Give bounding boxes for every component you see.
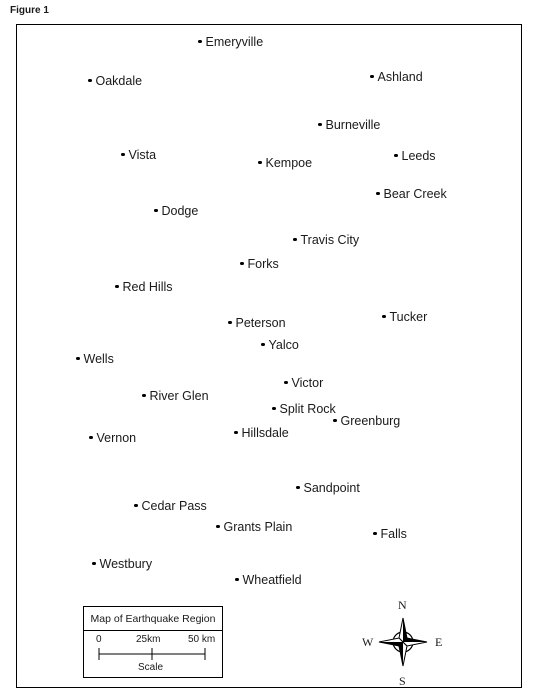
town-marker-dot bbox=[121, 153, 125, 157]
town-marker-dot bbox=[296, 486, 300, 490]
compass-rose bbox=[356, 598, 446, 690]
town-name: Falls bbox=[380, 527, 407, 541]
town-marker-dot bbox=[88, 79, 92, 83]
town-label bbox=[284, 376, 323, 390]
town-label bbox=[76, 352, 114, 366]
town-label bbox=[142, 389, 209, 403]
town-marker-dot bbox=[376, 192, 380, 196]
town-name: Yalco bbox=[268, 338, 299, 352]
town-name: Sandpoint bbox=[303, 481, 360, 495]
town-marker-dot bbox=[272, 407, 276, 411]
town-marker-dot bbox=[261, 343, 265, 347]
town-name: Burneville bbox=[325, 118, 381, 132]
town-label bbox=[318, 118, 380, 132]
town-name: Vernon bbox=[96, 431, 137, 445]
town-marker-dot bbox=[258, 161, 262, 165]
town-marker-dot bbox=[89, 436, 93, 440]
town-name: Grants Plain bbox=[223, 520, 293, 534]
town-marker-dot bbox=[382, 315, 386, 319]
town-marker-dot bbox=[198, 40, 202, 44]
town-name: Bear Creek bbox=[383, 187, 447, 201]
town-name: Ashland bbox=[377, 70, 423, 84]
town-name: Dodge bbox=[161, 204, 199, 218]
town-name: Wheatfield bbox=[242, 573, 302, 587]
town-name: Greenburg bbox=[340, 414, 401, 428]
town-marker-dot bbox=[134, 504, 138, 508]
compass-north-label: N bbox=[398, 598, 407, 612]
town-name: River Glen bbox=[149, 389, 209, 403]
town-name: Westbury bbox=[99, 557, 153, 571]
town-name: Leeds bbox=[401, 149, 436, 163]
town-name: Hillsdale bbox=[241, 426, 289, 440]
town-label bbox=[293, 233, 359, 247]
town-label bbox=[198, 35, 263, 49]
town-name: Emeryville bbox=[205, 35, 264, 49]
town-name: Peterson bbox=[235, 316, 286, 330]
town-marker-dot bbox=[240, 262, 244, 266]
town-name: Vista bbox=[128, 148, 157, 162]
town-label bbox=[216, 520, 292, 534]
scale-tick-label-25: 25km bbox=[136, 634, 161, 645]
town-label bbox=[115, 280, 173, 294]
town-marker-dot bbox=[370, 75, 374, 79]
town-label bbox=[154, 204, 198, 218]
town-marker-dot bbox=[235, 578, 239, 582]
town-label bbox=[235, 573, 302, 587]
compass-south-label: S bbox=[399, 674, 406, 688]
town-marker-dot bbox=[394, 154, 398, 158]
town-marker-dot bbox=[92, 562, 96, 566]
figure-label: Figure 1 bbox=[10, 5, 49, 16]
town-name: Red Hills bbox=[122, 280, 173, 294]
town-label bbox=[296, 481, 360, 495]
town-label bbox=[134, 499, 207, 513]
town-label bbox=[373, 527, 407, 541]
town-label bbox=[234, 426, 289, 440]
town-marker-dot bbox=[154, 209, 158, 213]
town-label bbox=[89, 431, 136, 445]
town-name: Travis City bbox=[300, 233, 360, 247]
scale-label: Scale bbox=[138, 662, 164, 673]
town-marker-dot bbox=[76, 357, 80, 361]
compass-east-label: E bbox=[435, 635, 443, 649]
town-name: Split Rock bbox=[279, 402, 336, 416]
town-name: Tucker bbox=[389, 310, 428, 324]
town-label bbox=[272, 402, 336, 416]
town-marker-dot bbox=[216, 525, 220, 529]
town-name: Oakdale bbox=[95, 74, 143, 88]
compass-west-label: W bbox=[362, 635, 374, 649]
town-marker-dot bbox=[373, 532, 377, 536]
town-marker-dot bbox=[284, 381, 288, 385]
map-legend bbox=[83, 606, 223, 678]
town-marker-dot bbox=[142, 394, 146, 398]
legend-title: Map of Earthquake Region bbox=[90, 613, 216, 625]
town-marker-dot bbox=[228, 321, 232, 325]
town-label bbox=[333, 414, 400, 428]
town-name: Kempoe bbox=[265, 156, 313, 170]
town-name: Victor bbox=[291, 376, 324, 390]
town-marker-dot bbox=[333, 419, 337, 423]
town-name: Wells bbox=[83, 352, 114, 366]
scale-tick-label-0: 0 bbox=[96, 634, 102, 645]
town-marker-dot bbox=[234, 431, 238, 435]
town-label bbox=[92, 557, 152, 571]
scale-tick-label-50: 50 km bbox=[188, 634, 216, 645]
town-label bbox=[240, 257, 279, 271]
town-label bbox=[261, 338, 299, 352]
town-label bbox=[88, 74, 142, 88]
town-marker-dot bbox=[293, 238, 297, 242]
town-label bbox=[228, 316, 286, 330]
town-label bbox=[258, 156, 312, 170]
town-label bbox=[121, 148, 156, 162]
town-name: Forks bbox=[247, 257, 279, 271]
town-label bbox=[382, 310, 427, 324]
town-label bbox=[370, 70, 423, 84]
town-label bbox=[394, 149, 436, 163]
town-marker-dot bbox=[318, 123, 322, 127]
town-name: Cedar Pass bbox=[141, 499, 207, 513]
town-label bbox=[376, 187, 447, 201]
town-marker-dot bbox=[115, 285, 119, 289]
